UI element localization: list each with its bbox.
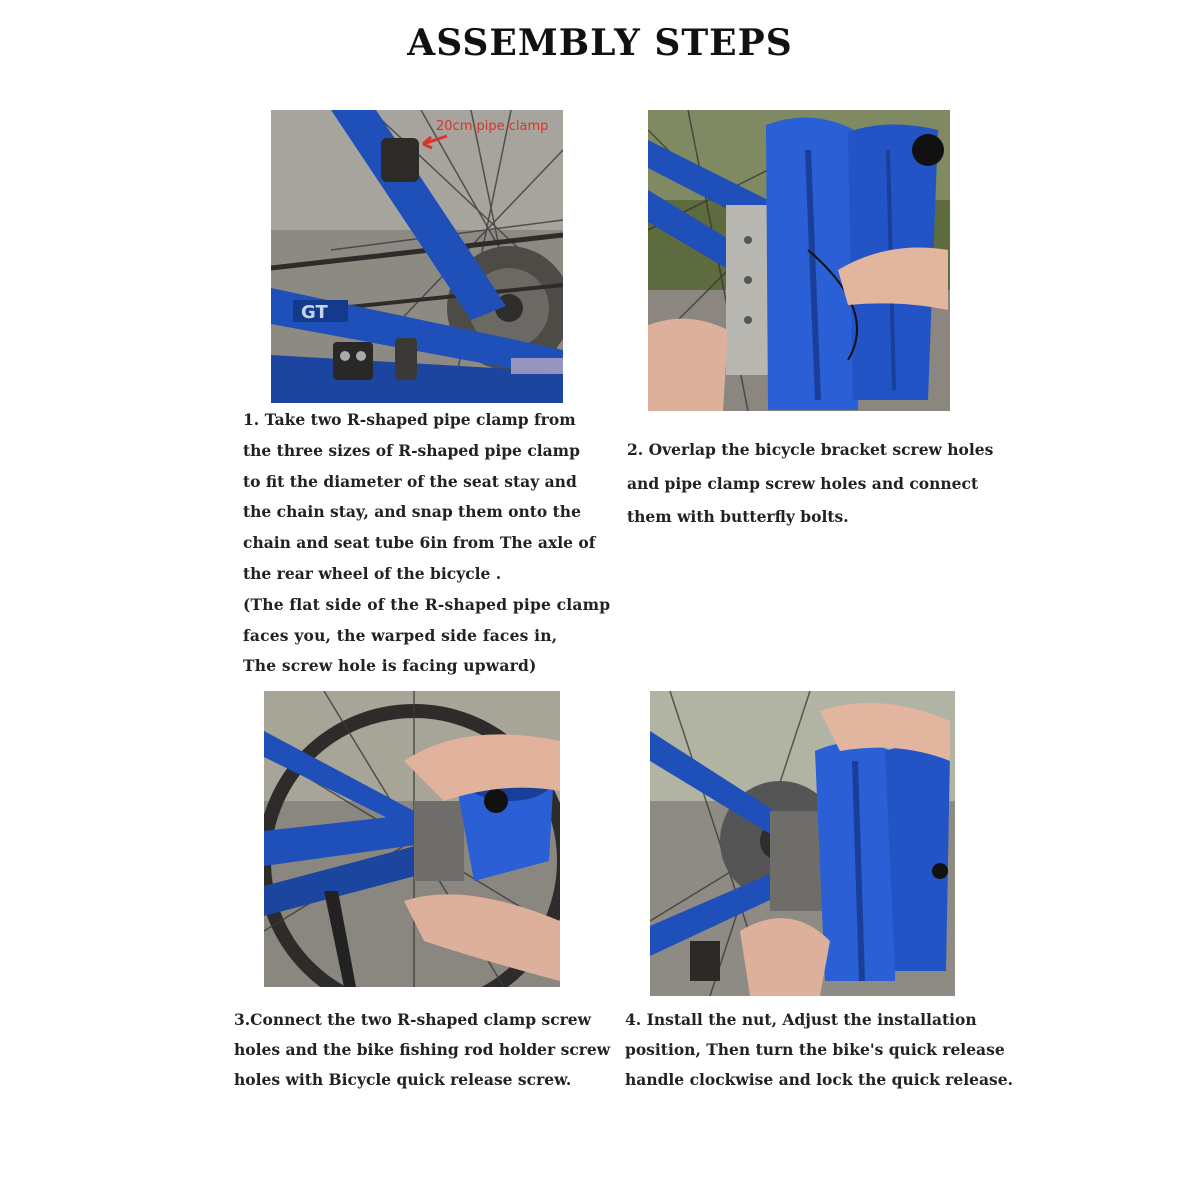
step-1-line: to fit the diameter of the seat stay and bbox=[243, 471, 577, 491]
step-2-line: and pipe clamp screw holes and connect bbox=[627, 473, 979, 493]
step-3-photo bbox=[264, 691, 560, 987]
step-4-line: position, Then turn the bike's quick release bbox=[625, 1040, 1005, 1059]
step-1-line: the three sizes of R-shaped pipe clamp bbox=[243, 440, 580, 460]
step-4-instructions bbox=[625, 1005, 1013, 1095]
step-1-line: The screw hole is facing upward) bbox=[243, 656, 537, 676]
step-2-line: them with butterfly bolts. bbox=[627, 507, 849, 526]
step-3-line: holes with Bicycle quick release screw. bbox=[234, 1070, 572, 1089]
step-1-line: faces you, the warped side faces in, bbox=[243, 625, 558, 645]
step-1-instructions bbox=[243, 405, 610, 682]
step-4-line: handle clockwise and lock the quick release. bbox=[625, 1070, 1014, 1089]
step-1-line: (The flat side of the R-shaped pipe clamp bbox=[243, 594, 611, 614]
step-1-line: chain and seat tube 6in from The axle of bbox=[243, 533, 596, 553]
step-3-line: holes and the bike fishing rod holder screw bbox=[234, 1040, 611, 1059]
step-1-line: the rear wheel of the bicycle . bbox=[243, 563, 502, 583]
step-1-photo bbox=[271, 110, 563, 403]
step-1-line: 1. Take two R-shaped pipe clamp from bbox=[243, 410, 576, 429]
step-2-instructions bbox=[627, 433, 993, 534]
pipe-clamp-annotation: 20cm pipe clamp bbox=[436, 119, 549, 134]
page-title: ASSEMBLY STEPS bbox=[407, 22, 793, 64]
step-4-photo bbox=[650, 691, 955, 996]
step-3-instructions bbox=[234, 1005, 610, 1095]
svg-text:GT: GT bbox=[301, 302, 328, 323]
step-1-line: the chain stay, and snap them onto the bbox=[243, 502, 581, 522]
step-2-line: 2. Overlap the bicycle bracket screw holes bbox=[627, 440, 994, 459]
step-2-photo bbox=[648, 110, 950, 411]
step-4-line: 4. Install the nut, Adjust the installation bbox=[625, 1010, 977, 1029]
step-3-line: 3.Connect the two R-shaped clamp screw bbox=[234, 1010, 591, 1029]
